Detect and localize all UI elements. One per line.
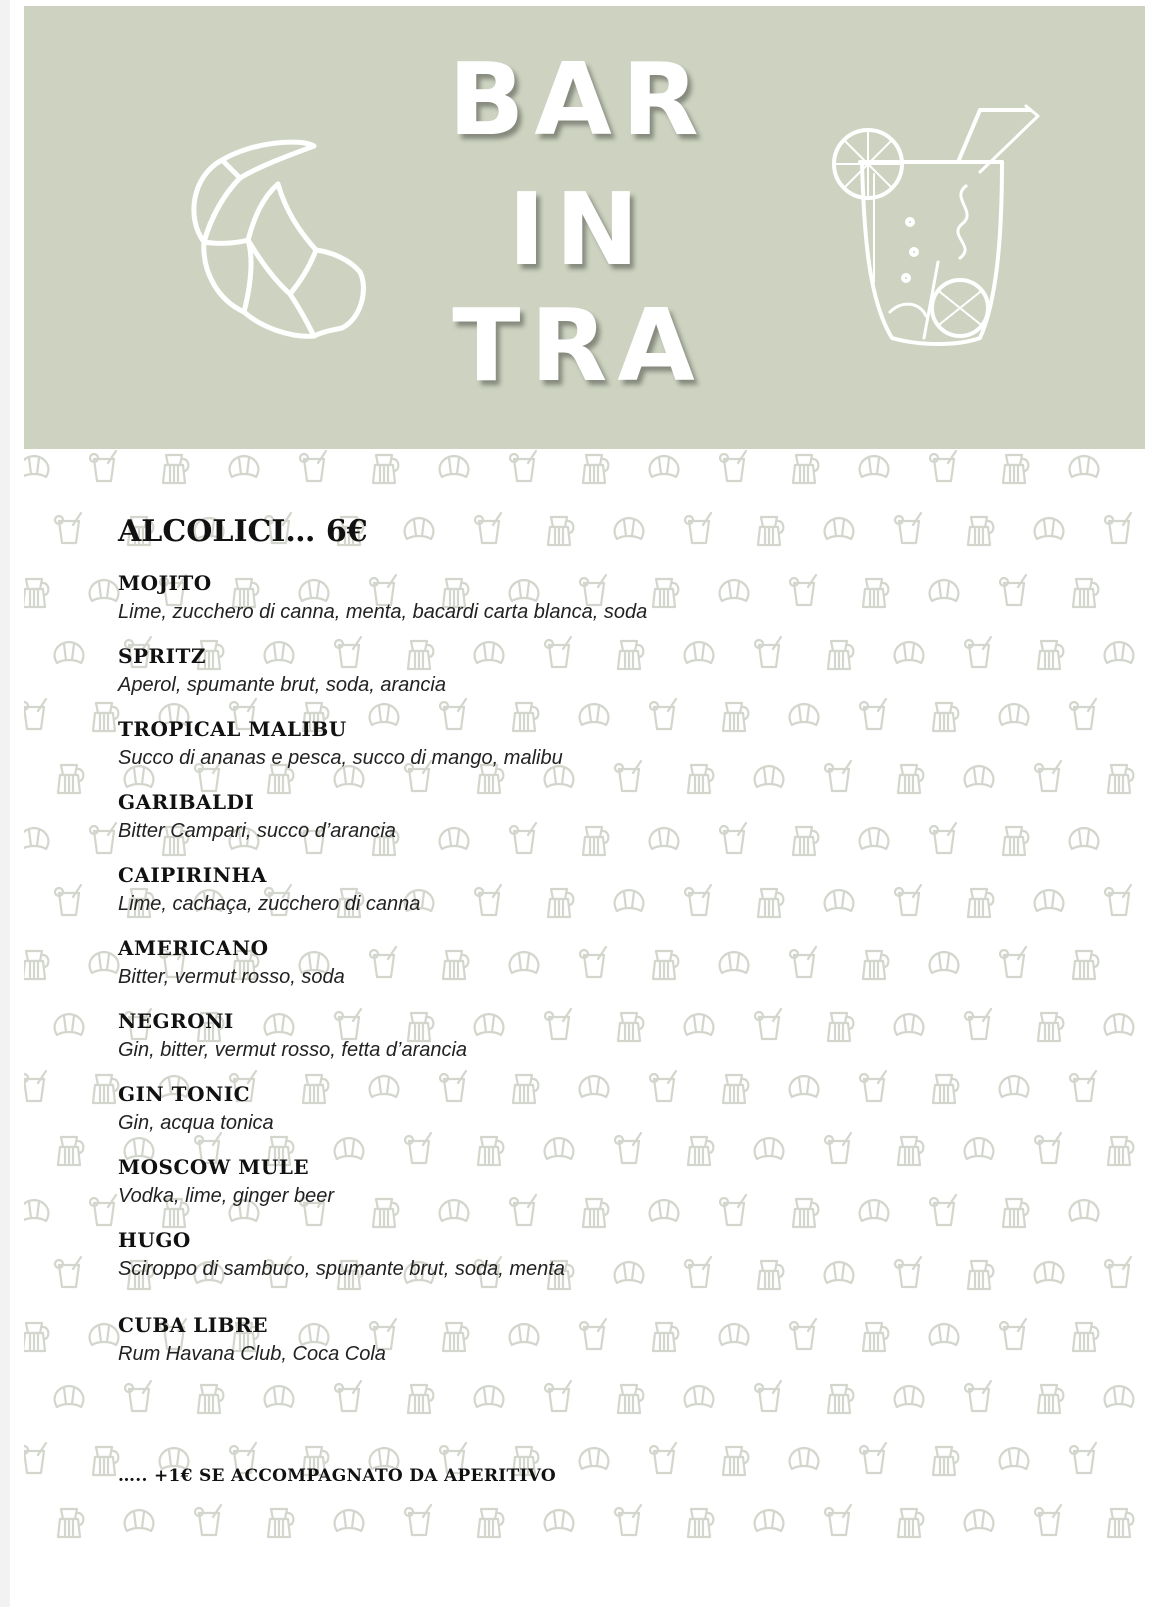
cocktail-glass-icon [825,1505,851,1535]
cocktail-glass-icon [1070,1443,1096,1473]
menu-item [118,641,818,714]
moka-pot-icon [968,517,993,545]
cocktail-glass-icon [90,823,116,853]
moka-pot-icon [1108,1137,1133,1165]
croissant-icon [895,1014,924,1035]
moka-pot-icon [933,1075,958,1103]
title-line-in: IN [508,171,649,288]
croissant-icon [24,828,48,849]
moka-pot-icon [933,703,958,731]
aperitivo-surcharge-note: ….. +1€ SE ACCOMPAGNATO DA APERITIVO [118,1466,556,1486]
moka-pot-icon [1108,765,1133,793]
moka-pot-icon [828,1385,853,1413]
cocktail-glass-icon [860,699,886,729]
cocktail-glass-icon [650,1443,676,1473]
cocktail-glass-icon [1035,761,1061,791]
cocktail-glass-icon [55,885,81,915]
croissant-icon [545,1510,574,1531]
cocktail-glass-icon [1105,885,1131,915]
croissant-icon [930,952,959,973]
item-description: Succo di ananas e pesca, succo di mango, malibu [118,747,563,769]
cocktail-glass-icon [1035,1505,1061,1535]
croissant-icon [965,1510,994,1531]
moka-pot-icon [93,1447,118,1475]
title-line-bar: BAR [448,41,709,158]
croissant-icon [1000,704,1029,725]
item-name: GARIBALDI [118,790,255,814]
moka-pot-icon [723,1447,748,1475]
moka-pot-icon [1073,951,1098,979]
cocktail-glass-icon [965,1381,991,1411]
croissant-icon [24,1200,48,1221]
croissant-icon [650,456,679,477]
moka-pot-icon [968,1261,993,1289]
moka-pot-icon [58,1137,83,1165]
croissant-icon [90,580,119,601]
cocktail-glass-icon [930,1195,956,1225]
croissant-icon [1035,890,1064,911]
croissant-icon [1105,1014,1134,1035]
croissant-icon [90,952,119,973]
moka-pot-icon [1038,1013,1063,1041]
cocktail-glass-icon [720,451,746,481]
croissant-icon [90,1324,119,1345]
croissant-icon [440,456,469,477]
cocktail-glass-icon [24,1443,46,1473]
croissant-icon [755,1510,784,1531]
item-description: Lime, zucchero di canna, menta, bacardi carta blanca, soda [118,601,648,623]
moka-pot-icon [933,1447,958,1475]
moka-pot-icon [1003,827,1028,855]
cocktail-glass-icon [24,699,46,729]
item-description: Gin, acqua tonica [118,1112,274,1134]
moka-pot-icon [1038,641,1063,669]
item-description: Vodka, lime, ginger beer [118,1185,335,1207]
menu-item [118,1079,818,1152]
croissant-icon [930,1324,959,1345]
item-description: Bitter, vermut rosso, soda [118,966,345,988]
moka-pot-icon [1003,455,1028,483]
croissant-icon [860,456,889,477]
item-name: NEGRONI [118,1009,234,1033]
cocktail-glass-icon [895,1257,921,1287]
moka-pot-icon [898,1509,923,1537]
header-banner [24,6,1145,449]
croissant-icon [895,1386,924,1407]
cocktail-glass-icon [860,1071,886,1101]
item-name: SPRITZ [118,644,206,668]
croissant-icon [860,1200,889,1221]
item-description: Gin, bitter, vermut rosso, fetta d’arancia [118,1039,468,1061]
menu-item [118,787,818,860]
cocktail-glass-icon [755,1381,781,1411]
moka-pot-icon [828,641,853,669]
moka-pot-icon [968,889,993,917]
cocktail-glass-icon [965,637,991,667]
moka-pot-icon [58,1509,83,1537]
item-name: CUBA LIBRE [118,1313,268,1337]
moka-pot-icon [863,951,888,979]
cocktail-glass-icon [825,761,851,791]
drink-list [118,568,818,1383]
cocktail-glass-icon [860,1443,886,1473]
moka-pot-icon [863,579,888,607]
menu-item [118,714,818,787]
moka-pot-icon [898,765,923,793]
cocktail-glass-icon [830,102,1060,362]
croissant-icon [24,456,48,477]
cocktail-glass-icon [825,1133,851,1163]
croissant-icon [265,1386,294,1407]
croissant-icon [825,890,854,911]
cocktail-glass-icon [405,1505,431,1535]
item-name: TROPICAL MALIBU [118,717,347,741]
cocktail-glass-icon [1035,1133,1061,1163]
croissant-icon [55,642,84,663]
cocktail-glass-icon [545,1381,571,1411]
item-name: CAIPIRINHA [118,863,267,887]
cocktail-glass-icon [55,513,81,543]
croissant-icon [1000,1448,1029,1469]
croissant-icon [685,1386,714,1407]
moka-pot-icon [793,455,818,483]
moka-pot-icon [898,1137,923,1165]
moka-pot-icon [828,1013,853,1041]
menu-item [118,1152,818,1225]
croissant-icon [1070,828,1099,849]
croissant-icon [55,1386,84,1407]
croissant-icon [895,642,924,663]
croissant-icon [475,1386,504,1407]
cocktail-glass-icon [1105,1257,1131,1287]
menu-item [118,860,818,933]
cocktail-glass-icon [1000,1319,1026,1349]
moka-pot-icon [163,455,188,483]
moka-pot-icon [618,1385,643,1413]
croissant-icon [825,518,854,539]
cocktail-glass-icon [55,1257,81,1287]
item-name: HUGO [118,1228,191,1252]
moka-pot-icon [198,1385,223,1413]
croissant-icon [965,766,994,787]
cocktail-glass-icon [1000,947,1026,977]
moka-pot-icon [863,1323,888,1351]
moka-pot-icon [1038,1385,1063,1413]
menu-item [118,568,818,641]
croissant-icon [930,580,959,601]
section-title: ALCOLICI… 6€ [118,514,368,549]
croissant-icon [790,1448,819,1469]
cocktail-glass-icon [895,513,921,543]
moka-pot-icon [408,1385,433,1413]
moka-pot-icon [478,1509,503,1537]
croissant-icon [1105,642,1134,663]
menu-item [118,1225,818,1298]
croissant-icon [580,1448,609,1469]
moka-pot-icon [1073,579,1098,607]
item-description: Bitter Campari, succo d’arancia [118,820,396,842]
croissant-icon [125,1510,154,1531]
menu-item [118,1006,818,1079]
moka-pot-icon [93,1075,118,1103]
croissant-icon [1105,1386,1134,1407]
title-line-tra: TRA [452,287,705,404]
moka-pot-icon [1003,1199,1028,1227]
cocktail-glass-icon [930,451,956,481]
item-name: MOJITO [118,571,212,595]
moka-pot-icon [1073,1323,1098,1351]
item-description: Sciroppo di sambuco, spumante brut, soda, menta [118,1258,565,1280]
moka-pot-icon [58,765,83,793]
item-name: MOSCOW MULE [118,1155,310,1179]
cocktail-glass-icon [1070,1071,1096,1101]
moka-pot-icon [24,579,48,607]
cocktail-glass-icon [195,1505,221,1535]
moka-pot-icon [24,951,48,979]
cocktail-glass-icon [1070,699,1096,729]
cocktail-glass-icon [125,1381,151,1411]
croissant-icon [1070,1200,1099,1221]
item-description: Aperol, spumante brut, soda, arancia [118,674,446,696]
menu-item [118,1310,818,1383]
cocktail-glass-icon [1000,575,1026,605]
item-description: Lime, cachaça, zucchero di canna [118,893,421,915]
cocktail-glass-icon [510,451,536,481]
moka-pot-icon [93,703,118,731]
moka-pot-icon [268,1509,293,1537]
croissant-icon [965,1138,994,1159]
cocktail-glass-icon [90,451,116,481]
moka-pot-icon [24,1323,48,1351]
moka-pot-icon [1108,1509,1133,1537]
croissant-icon [825,1262,854,1283]
croissant-icon [230,456,259,477]
cocktail-glass-icon [965,1009,991,1039]
croissant-icon [1035,1262,1064,1283]
moka-pot-icon [583,455,608,483]
croissant-icon [1000,1076,1029,1097]
croissant-icon [335,1510,364,1531]
cocktail-glass-icon [930,823,956,853]
cocktail-glass-icon [895,885,921,915]
cocktail-glass-icon [24,1071,46,1101]
item-description: Rum Havana Club, Coca Cola [118,1343,386,1365]
menu-item [118,933,818,1006]
croissant-icon [1070,456,1099,477]
cocktail-glass-icon [1105,513,1131,543]
cocktail-glass-icon [90,1195,116,1225]
moka-pot-icon [373,455,398,483]
item-name: GIN TONIC [118,1082,251,1106]
moka-pot-icon [688,1509,713,1537]
croissant-icon [55,1014,84,1035]
cocktail-glass-icon [300,451,326,481]
item-name: AMERICANO [118,936,269,960]
cocktail-glass-icon [335,1381,361,1411]
croissant-icon [1035,518,1064,539]
cocktail-glass-icon [615,1505,641,1535]
croissant-icon [860,828,889,849]
menu-content [118,510,818,1383]
